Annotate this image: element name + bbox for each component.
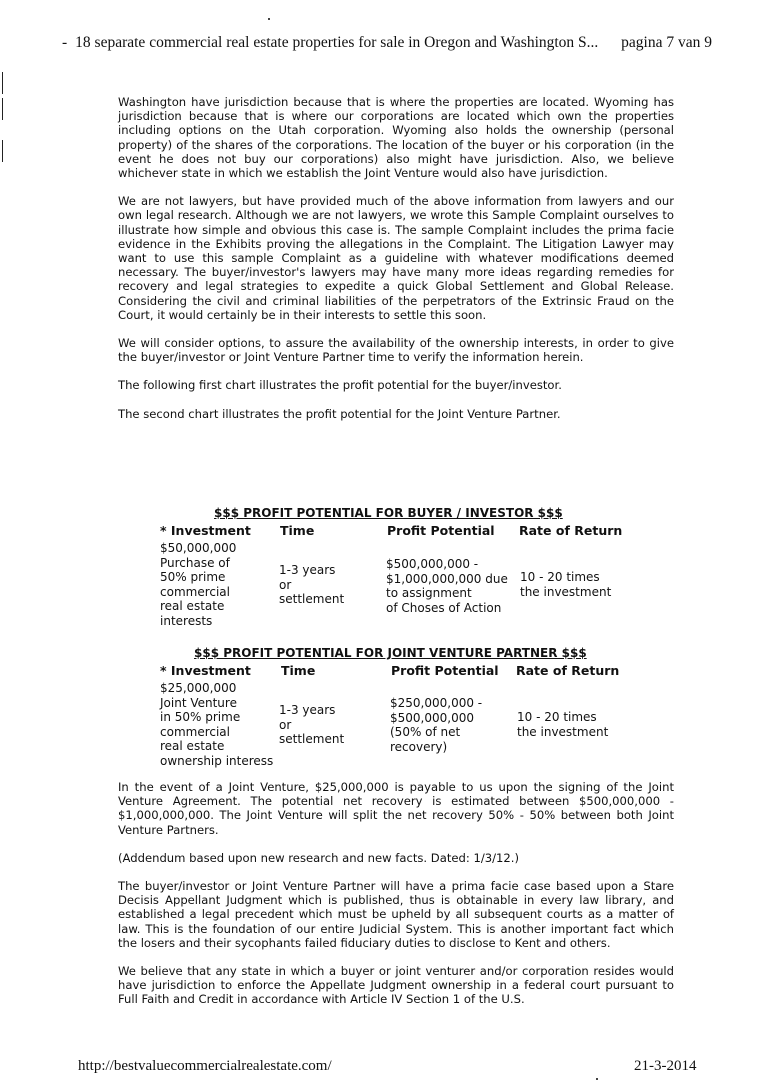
scan-speck	[596, 1078, 598, 1080]
chart2-header-time: Time	[281, 663, 316, 678]
chart1-header-profit: Profit Potential	[387, 523, 495, 538]
chart2-rate-cell: 10 - 20 times the investment	[517, 710, 609, 739]
chart2-header-investment: * Investment	[160, 663, 251, 678]
paragraph-addendum: (Addendum based upon new research and new facts. Dated: 1/3/12.)	[118, 850, 519, 865]
paragraph-jurisdiction-enforce: We believe that any state in which a buyer or joint venturer and/or corporation resides would have jurisdiction to enforce the Appellate Judgment ownership in a federal court pursuant to Full Faith and Credit in accordance with Article IV Section 1 of the U.S.	[118, 964, 674, 1007]
paragraph-not-lawyers: We are not lawyers, but have provided much of the above information from lawyers and our own legal research. Although we are not lawyers, we wrote this Sample Complaint ourselves to illustrate how simple and obvious this case is. The sample Complaint includes the prima facie evidence in the Exhibits proving the allegations in the Complaint. The Litigation Lawyer may want to use this sample Complaint as a guideline with whatever modifications deemed necessary. The buyer/investor's lawyers may have many more ideas regarding remedies for recovery and legal strategies to expedite a quick Global Settlement and Global Release. Considering the civil and criminal liabilities of the perpetrators of the Extrinsic Fraud on the Court, it would certainly be in their interests to settle this soon.	[118, 194, 674, 322]
chart1-title: $$$ PROFIT POTENTIAL FOR BUYER / INVESTOR $$$	[214, 506, 563, 520]
scan-speck	[268, 18, 270, 20]
chart2-header-rate: Rate of Return	[516, 663, 620, 678]
chart1-profit-cell: $500,000,000 - $1,000,000,000 due to assignment of Choses of Action	[386, 557, 508, 615]
page-header	[62, 34, 712, 52]
chart2-profit-cell: $250,000,000 - $500,000,000 (50% of net recovery)	[390, 696, 483, 754]
paragraph-first-chart: The following first chart illustrates the profit potential for the buyer/investor.	[118, 378, 562, 393]
scan-mark	[2, 72, 3, 94]
chart1-header-time: Time	[280, 523, 315, 538]
chart1-header-rate: Rate of Return	[519, 523, 623, 538]
header-page-number: pagina 7 van 9	[621, 34, 712, 51]
chart1-rate-cell: 10 - 20 times the investment	[520, 570, 612, 599]
chart2-investment-cell: $25,000,000 Joint Venture in 50% prime commercial real estate ownership interess	[160, 681, 274, 768]
paragraph-joint-venture: In the event of a Joint Venture, $25,000,000 is payable to us upon the signing of the Joint Venture Agreement. The potential net recovery is estimated between $500,000,000 - $1,000,000,000. The Joint Venture will split the net recovery 50% - 50% between both Joint Venture Partners.	[118, 780, 674, 837]
scan-mark	[2, 98, 3, 120]
paragraph-prima-facie: The buyer/investor or Joint Venture Partner will have a prima facie case based upon a Stare Decisis Appellant Judgment which is published, thus is obtainable in every law library, and established a legal precedent which must be upheld by all subsequent courts as a matter of law. This is the foundation of our entire Judicial System. This is another important fact which the losers and their sycophants failed fiduciary duties to disclose to Kent and others.	[118, 879, 674, 950]
chart2-time-cell: 1-3 years or settlement	[279, 703, 345, 746]
paragraph-options: We will consider options, to assure the availability of the ownership interests, in order to give the buyer/investor or Joint Venture Partner time to verify the information herein.	[118, 336, 674, 365]
paragraph-jurisdiction: Washington have jurisdiction because that is where the properties are located. Wyoming has jurisdiction because that is where our corporations are located which own the properties including options on the Utah corporation. Wyoming also holds the ownership (personal property) of the shares of the corporations. The location of the buyer or his corporation (in the event he does not buy our corporations) also might have jurisdiction. Also, we believe whichever state in which we establish the Joint Venture would also have jurisdiction.	[118, 95, 674, 181]
body-text-top	[118, 95, 674, 435]
scan-mark	[2, 140, 3, 162]
chart1-header-investment: * Investment	[160, 523, 251, 538]
header-title-wrap	[62, 34, 598, 52]
header-title: 18 separate commercial real estate properties for sale in Oregon and Washington S...	[75, 34, 599, 51]
chart2-title: $$$ PROFIT POTENTIAL FOR JOINT VENTURE PARTNER $$$	[194, 646, 587, 660]
footer-url[interactable]: http://bestvaluecommercialrealestate.com/	[78, 1058, 332, 1074]
chart2-header-profit: Profit Potential	[391, 663, 499, 678]
body-text-bottom	[118, 780, 674, 1021]
chart1-investment-cell: $50,000,000 Purchase of 50% prime commercial real estate interests	[160, 541, 237, 628]
header-dash: -	[62, 34, 68, 51]
paragraph-second-chart: The second chart illustrates the profit potential for the Joint Venture Partner.	[118, 406, 561, 421]
footer-date: 21-3-2014	[634, 1058, 697, 1074]
chart1-time-cell: 1-3 years or settlement	[279, 563, 345, 606]
